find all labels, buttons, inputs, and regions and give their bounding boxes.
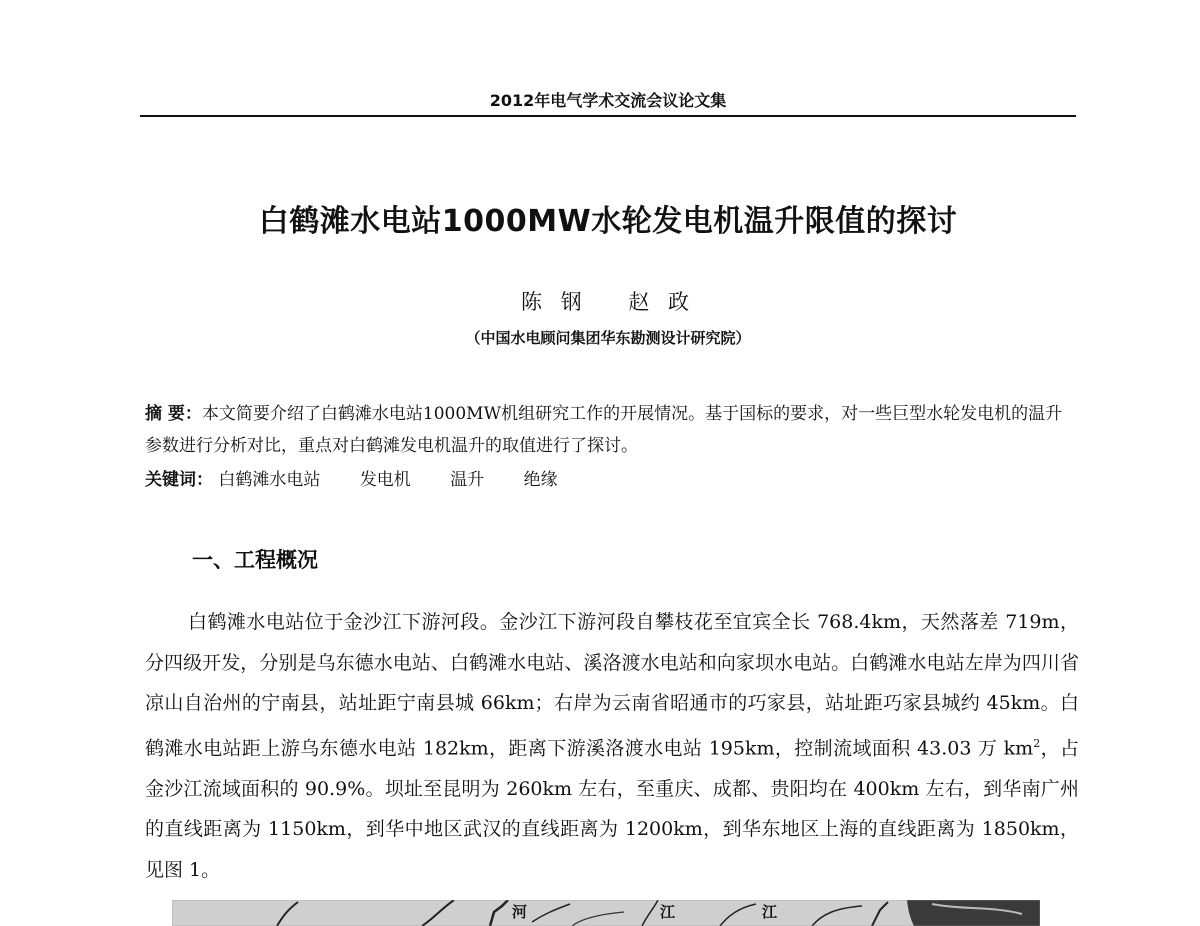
keyword: 绝缘 bbox=[523, 470, 558, 490]
map-graphic bbox=[172, 900, 1040, 926]
superscript: 2 bbox=[1033, 736, 1041, 750]
author-2: 赵 政 bbox=[628, 290, 696, 314]
keyword: 温升 bbox=[450, 470, 485, 490]
paragraph-text-1: 白鹤滩水电站位于金沙江下游河段。金沙江下游河段自攀枝花至宜宾全长 768.4km，天然落差 719m，分四级开发，分别是乌东德水电站、白鹤滩水电站、溪洛渡水电站和向家坝水电站。白鹤滩水电站左岸为四川省凉山自治州的宁南县，站址距宁南县城 66km；右岸为云南省昭通市的巧家县，站址距巧家县城约 45km。白鹤滩水电站距上游乌东德水电站 182km，距离下游溪洛渡水电站 195km，控制流域面积 43.03 万 km bbox=[145, 611, 1079, 760]
paper-title: 白鹤滩水电站1000MW水轮发电机温升限值的探讨 bbox=[258, 204, 958, 239]
section-heading: 一、工程概况 bbox=[192, 548, 318, 572]
keyword: 白鹤滩水电站 bbox=[218, 470, 321, 490]
abstract-label: 摘 要： bbox=[145, 404, 202, 424]
keyword: 发电机 bbox=[359, 470, 411, 490]
paragraph-text-2: ，占金沙江流域面积的 90.9%。坝址至昆明为 260km 左右，至重庆、成都、贵阳均在 400km 左右，到华南广州的直线距离为 1150km，到华中地区武汉的直线距离为 1200km，到华东地区上海的直线距离为 1850km，见图 1。 bbox=[145, 737, 1079, 881]
keywords-label: 关键词： bbox=[145, 470, 213, 490]
header-rule bbox=[140, 115, 1076, 117]
running-head: 2012年电气学术交流会议论文集 bbox=[489, 91, 727, 110]
abstract bbox=[145, 398, 1079, 462]
map-label: 江 bbox=[660, 903, 676, 921]
author-1: 陈 钢 bbox=[520, 290, 588, 314]
abstract-text: 本文简要介绍了白鹤滩水电站1000MW机组研究工作的开展情况。基于国标的要求，对一些巨型水轮发电机的温升参数进行分析对比，重点对白鹤滩发电机温升的取值进行了探讨。 bbox=[145, 404, 1063, 456]
map-label: 河 bbox=[512, 903, 528, 921]
body-paragraph bbox=[145, 602, 1079, 890]
keywords bbox=[145, 466, 1079, 494]
authors bbox=[140, 286, 1076, 316]
figure-1-map bbox=[172, 900, 1040, 926]
affiliation: （中国水电顾问集团华东勘测设计研究院） bbox=[465, 329, 751, 347]
map-label: 江 bbox=[762, 903, 778, 921]
